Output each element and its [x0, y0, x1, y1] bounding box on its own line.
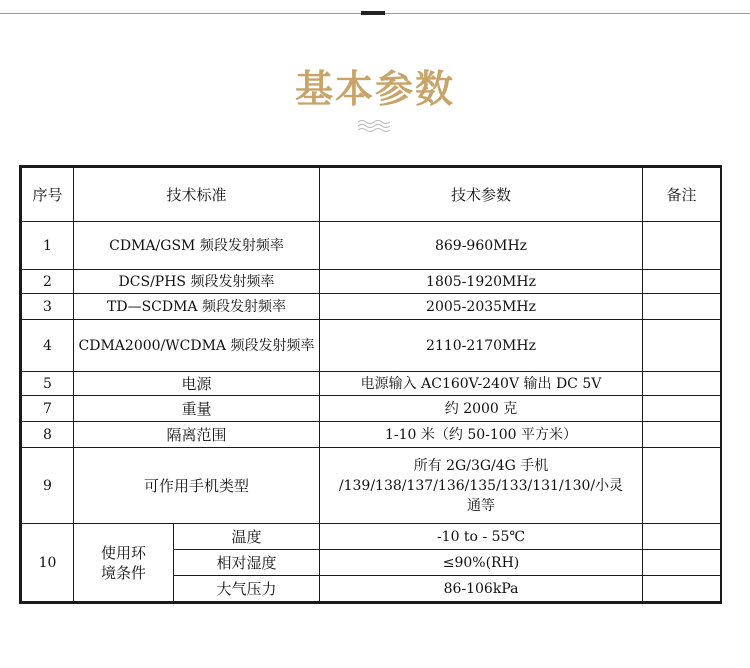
table-row — [22, 222, 721, 270]
row-param: 869-960MHz — [320, 222, 643, 270]
env-item-param: ≤90%(RH) — [320, 550, 643, 576]
row-standard: 电源 — [74, 372, 320, 396]
row-note — [643, 270, 721, 294]
env-item-param: -10 to - 55℃ — [320, 524, 643, 550]
row-no: 3 — [22, 294, 74, 320]
param-line: 通等 — [467, 497, 496, 514]
row-standard: 隔离范围 — [74, 422, 320, 448]
row-no: 7 — [22, 396, 74, 422]
table-row — [22, 320, 721, 372]
header-note: 备注 — [643, 168, 721, 222]
table-row — [22, 294, 721, 320]
param-line: 所有 2G/3G/4G 手机 — [413, 457, 549, 474]
table-row — [22, 270, 721, 294]
row-note — [643, 448, 721, 524]
env-item-label: 温度 — [174, 524, 320, 550]
env-item-note — [643, 576, 721, 602]
row-note — [643, 372, 721, 396]
env-group-line: 境条件 — [100, 563, 146, 582]
env-item-label: 大气压力 — [174, 576, 320, 602]
row-no: 5 — [22, 372, 74, 396]
row-note — [643, 294, 721, 320]
parameter-table — [19, 165, 722, 604]
top-tab-marker — [361, 11, 385, 15]
row-note — [643, 222, 721, 270]
table-row — [22, 396, 721, 422]
row-note — [643, 320, 721, 372]
env-item-note — [643, 550, 721, 576]
row-no: 1 — [22, 222, 74, 270]
env-item-label: 相对湿度 — [174, 550, 320, 576]
table-row — [22, 422, 721, 448]
row-standard: CDMA/GSM 频段发射频率 — [74, 222, 320, 270]
row-note — [643, 422, 721, 448]
row-standard: CDMA2000/WCDMA 频段发射频率 — [74, 320, 320, 372]
page-title: 基本参数 — [294, 67, 455, 111]
row-param — [320, 448, 643, 524]
row-standard: 可作用手机类型 — [74, 448, 320, 524]
header-no: 序号 — [22, 168, 74, 222]
row-param: 1805-1920MHz — [320, 270, 643, 294]
row-no: 8 — [22, 422, 74, 448]
row-standard: 重量 — [74, 396, 320, 422]
row-param: 1-10 米（约 50-100 平方米） — [320, 422, 643, 448]
env-item-note — [643, 524, 721, 550]
row-param: 2110-2170MHz — [320, 320, 643, 372]
header-param: 技术参数 — [320, 168, 643, 222]
row-no: 9 — [22, 448, 74, 524]
row-param: 2005-2035MHz — [320, 294, 643, 320]
row-standard: TD—SCDMA 频段发射频率 — [74, 294, 320, 320]
row-no: 4 — [22, 320, 74, 372]
header-standard: 技术标准 — [74, 168, 320, 222]
row-no: 10 — [22, 524, 74, 602]
table-row — [22, 524, 721, 550]
table-row — [22, 372, 721, 396]
row-standard: DCS/PHS 频段发射频率 — [74, 270, 320, 294]
env-group-line: 使用环 — [100, 543, 146, 562]
row-param: 约 2000 克 — [320, 396, 643, 422]
table-row — [22, 448, 721, 524]
param-line: /139/138/137/136/135/133/131/130/小灵 — [338, 477, 624, 494]
wave-divider-icon — [356, 118, 392, 134]
row-no: 2 — [22, 270, 74, 294]
env-group-label — [74, 524, 174, 602]
row-note — [643, 396, 721, 422]
table-header-row — [22, 168, 721, 222]
row-param: 电源输入 AC160V-240V 输出 DC 5V — [320, 372, 643, 396]
env-item-param: 86-106kPa — [320, 576, 643, 602]
